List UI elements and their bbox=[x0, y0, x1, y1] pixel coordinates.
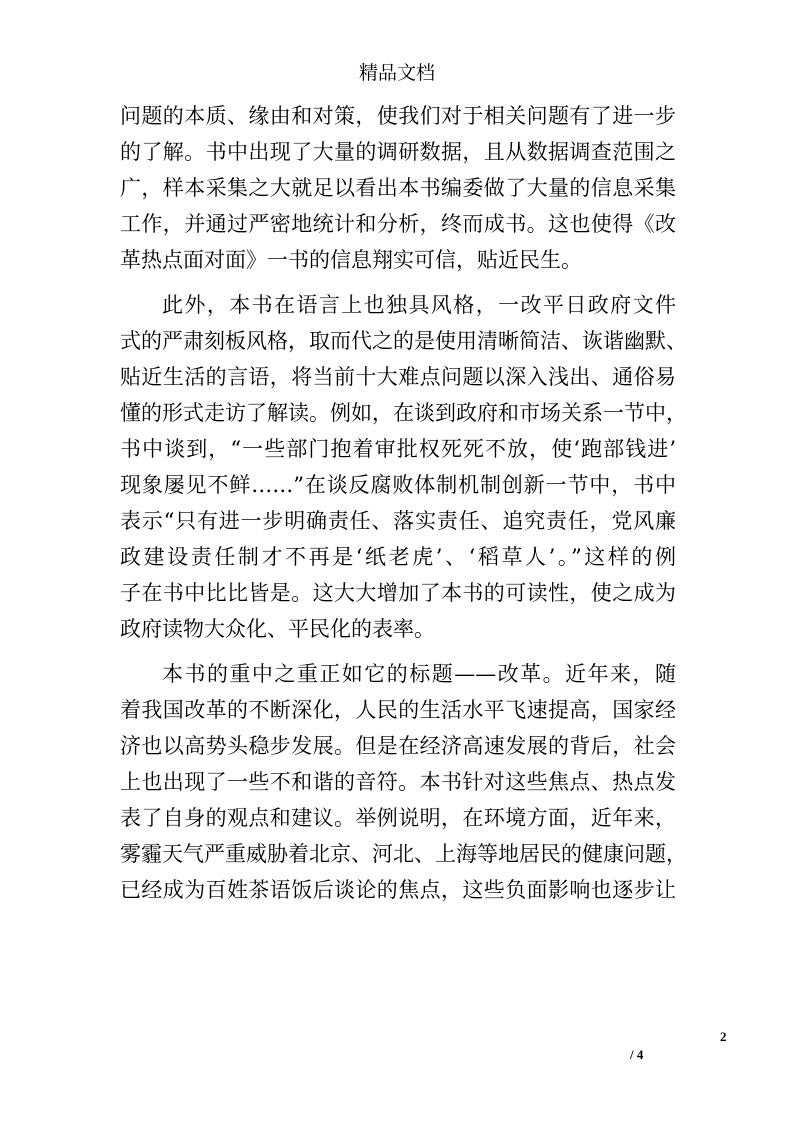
text-line: 济也以高势头稳步发展。但是在经济高速发展的背后，社会 bbox=[120, 734, 676, 758]
page-total: / 4 bbox=[630, 1047, 644, 1062]
text-line: 雾霾天气严重威胁着北京、河北、上海等地居民的健康问题， bbox=[120, 842, 687, 866]
paragraph-3 bbox=[120, 656, 687, 908]
paragraph-2 bbox=[120, 287, 687, 647]
page-number: 2 bbox=[720, 1029, 727, 1044]
text-line: 子在书中比比皆是。这大大增加了本书的可读性，使之成为 bbox=[120, 581, 676, 605]
text-line: 上也出现了一些不和谐的音符。本书针对这些焦点、热点发 bbox=[120, 770, 676, 794]
text-line: 表示“只有进一步明确责任、落实责任、追究责任，党风廉 bbox=[120, 509, 676, 533]
text-line: 广，样本采集之大就足以看出本书编委做了大量的信息采集 bbox=[120, 176, 676, 200]
text-line: 本书的重中之重正如它的标题——改革。近年来，随 bbox=[162, 662, 676, 686]
text-line: 工作，并通过严密地统计和分析，终而成书。这也使得《改 bbox=[120, 212, 676, 236]
text-line: 政府读物大众化、平民化的表率。 bbox=[120, 617, 435, 641]
text-line: 政建设责任制才不再是‘纸老虎’、‘稻草人’。”这样的例 bbox=[120, 545, 676, 569]
text-line: 着我国改革的不断深化，人民的生活水平飞速提高，国家经 bbox=[120, 698, 676, 722]
text-line: 表了自身的观点和建议。举例说明，在环境方面，近年来， bbox=[120, 806, 676, 830]
text-line: 式的严肃刻板风格，取而代之的是使用清晰简洁、诙谐幽默、 bbox=[120, 329, 687, 353]
text-line: 懂的形式走访了解读。例如，在谈到政府和市场关系一节中， bbox=[120, 401, 687, 425]
text-line: 问题的本质、缘由和对策，使我们对于相关问题有了进一步 bbox=[120, 104, 676, 128]
page-header-title: 精品文档 bbox=[358, 62, 435, 84]
text-line: 现象屡见不鲜……”在谈反腐败体制机制创新一节中，书中 bbox=[120, 473, 676, 497]
text-line: 书中谈到，“一些部门抱着审批权死死不放，使‘跑部钱进’ bbox=[120, 437, 676, 461]
text-line: 此外，本书在语言上也独具风格，一改平日政府文件 bbox=[162, 293, 676, 317]
text-line: 贴近生活的言语，将当前十大难点问题以深入浅出、通俗易 bbox=[120, 365, 676, 389]
text-line: 的了解。书中出现了大量的调研数据，且从数据调查范围之 bbox=[120, 140, 676, 164]
text-line: 已经成为百姓茶语饭后谈论的焦点，这些负面影响也逐步让 bbox=[120, 878, 676, 902]
paragraph-1 bbox=[120, 98, 676, 278]
text-line: 革热点面对面》一书的信息翔实可信，贴近民生。 bbox=[120, 248, 582, 272]
document-body bbox=[120, 98, 687, 908]
